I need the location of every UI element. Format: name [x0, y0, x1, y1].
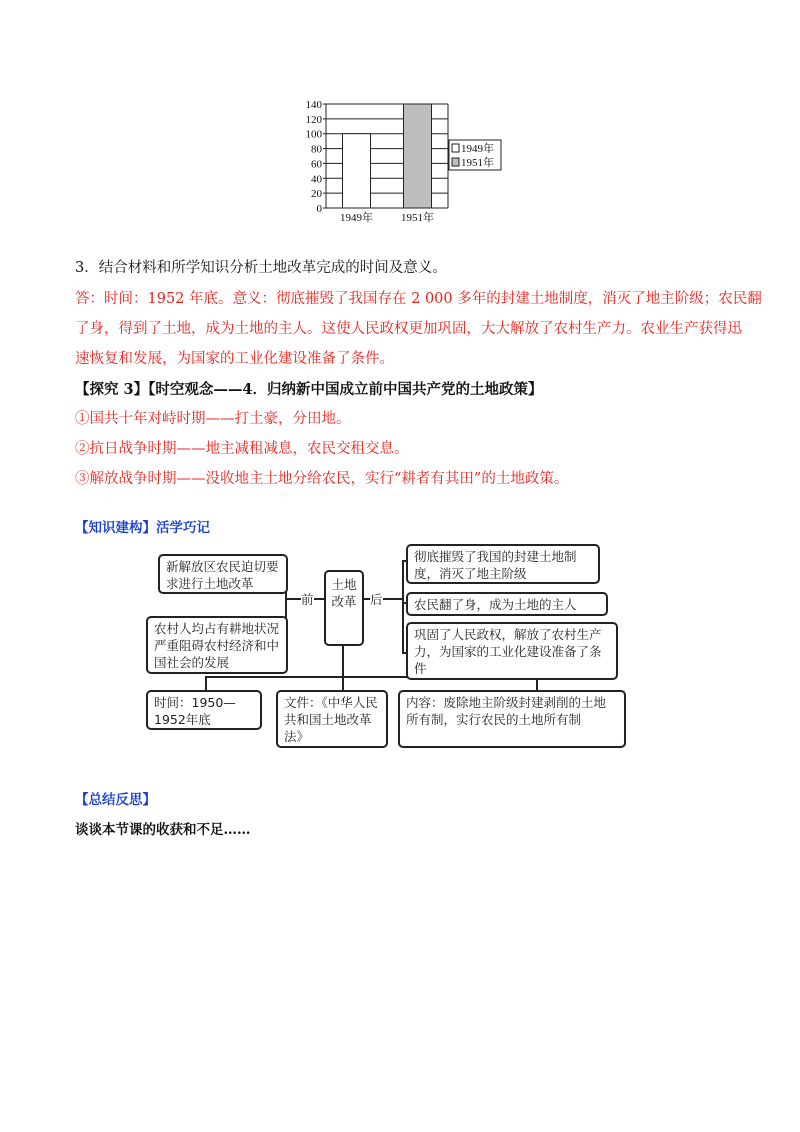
- explore3-item-3: ③解放战争时期——没收地主土地分给农民，实行“耕者有其田”的土地政策。: [75, 471, 569, 487]
- legend-label: 1951年: [461, 157, 494, 169]
- explore3-heading: 【探究 3】【时空观念——4．归纳新中国成立前中国共产党的土地政策】: [75, 381, 543, 398]
- cause-box-2: 农村人均占有耕地状况严重阻碍农村经济和中国社会的发展: [146, 616, 288, 674]
- x-tick-label: 1951年: [401, 212, 434, 224]
- y-tick-label: 20: [311, 188, 322, 201]
- legend-label: 1949年: [461, 143, 494, 155]
- effect-box-1: 彻底摧毁了我国的封建土地制度，消灭了地主阶级: [406, 544, 600, 584]
- y-tick-label: 0: [316, 203, 322, 215]
- explore3-item-2: ②抗日战争时期——地主减租减息，农民交租交息。: [75, 441, 409, 457]
- knowledge-mindmap: [140, 540, 640, 755]
- answer-line-2: 了身，得到了土地，成为土地的主人。这使人民政权更加巩固，大大解放了农村生产力。农业生产获得迅: [75, 321, 742, 337]
- y-tick-label: 140: [305, 99, 322, 111]
- center-label: 土地改革: [331, 577, 357, 609]
- summary-heading: 【总结反思】: [75, 792, 156, 808]
- knowledge-heading: 【知识建构】活学巧记: [75, 520, 210, 536]
- question-3: 3．结合材料和所学知识分析土地改革完成的时间及意义。: [75, 260, 447, 276]
- chart-x-ticks: [340, 210, 434, 224]
- legend-swatch: [452, 144, 459, 152]
- after-label: 后: [370, 592, 383, 607]
- cause-box-1: 新解放区农民迫切要求进行土地改革: [158, 554, 288, 594]
- legend-swatch: [452, 158, 459, 166]
- x-tick-label: 1949年: [340, 212, 373, 224]
- document-box: 文件：《中华人民共和国土地改革法》: [276, 690, 388, 748]
- bar: [404, 104, 432, 208]
- land-bar-chart: [296, 96, 506, 228]
- y-tick-label: 80: [311, 143, 322, 156]
- y-tick-label: 120: [305, 113, 322, 126]
- y-tick-label: 60: [311, 158, 322, 171]
- y-tick-label: 40: [311, 173, 322, 186]
- answer-line-3: 速恢复和发展，为国家的工业化建设准备了条件。: [75, 351, 394, 367]
- center-box: [324, 570, 364, 646]
- time-box: 时间：1950—1952年底: [146, 690, 262, 730]
- effect-box-2: 农民翻了身，成为土地的主人: [406, 592, 608, 616]
- chart-legend: [449, 140, 501, 170]
- content-box: 内容：废除地主阶级封建剥削的土地所有制，实行农民的土地所有制: [398, 690, 626, 748]
- explore3-item-1: ①国共十年对峙时期——打土豪，分田地。: [75, 411, 351, 427]
- before-label: 前: [301, 592, 314, 607]
- y-tick-label: 100: [305, 128, 322, 141]
- bar: [343, 134, 371, 208]
- summary-text: 谈谈本节课的收获和不足……: [75, 822, 251, 838]
- chart-y-ticks: [306, 99, 327, 215]
- effect-box-3: 巩固了人民政权，解放了农村生产力，为国家的工业化建设准备了条件: [406, 622, 618, 680]
- answer-line-1: 答：时间：1952 年底。意义：彻底摧毁了我国存在 2 000 多年的封建土地制度，消灭了地主阶级；农民翻: [75, 291, 762, 307]
- chart-bars: [343, 104, 432, 208]
